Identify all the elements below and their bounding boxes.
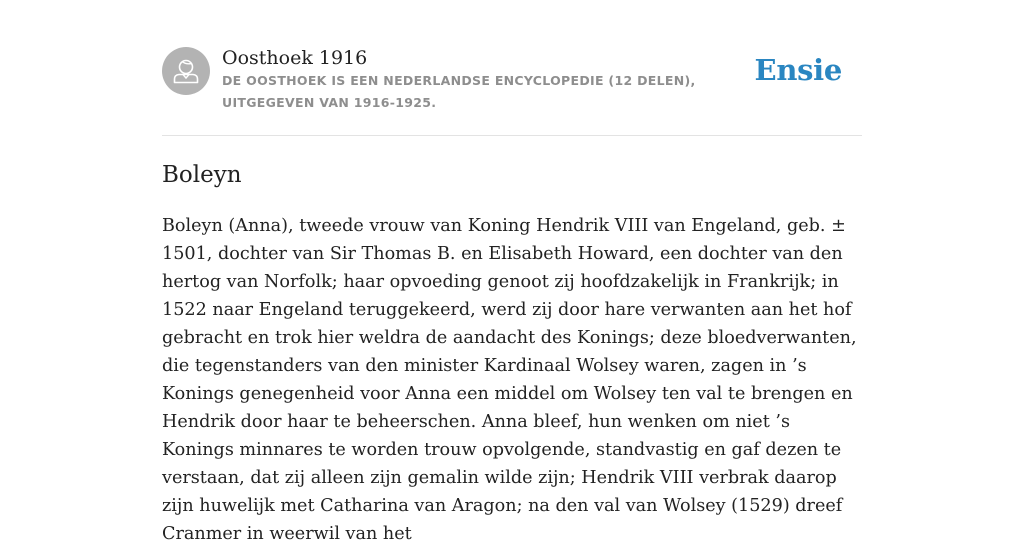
user-avatar-icon[interactable] <box>162 47 210 95</box>
source-description: DE OOSTHOEK IS EEN NEDERLANDSE ENCYCLOPEDIE (12 DELEN), UITGEGEVEN VAN 1916-1925. <box>222 73 696 110</box>
source-header <box>162 46 862 136</box>
source-title[interactable]: Oosthoek 1916 <box>222 47 368 69</box>
avatar-person-icon <box>162 47 210 95</box>
content-container <box>162 46 862 548</box>
article-body: Boleyn (Anna), tweede vrouw van Koning Hendrik VIII van Engeland, geb. ± 1501, dochter van Sir Thomas B. en Elisabeth Howard, een dochter van den hertog van Norfolk; haar opvoeding genoot zij hoofdzakelijk in Frankrijk; in 1522 naar Engeland teruggekeerd, werd zij door hare verwanten aan het hof gebracht en trok hier weldra de aandacht des Konings; deze bloedverwanten, die tegenstanders van den minister Kardinaal Wolsey waren, zagen in ’s Konings genegenheid voor Anna een middel om Wolsey ten val te brengen en Hendrik door haar te beheerschen. Anna bleef, hun wenken om niet ’s Konings minnares te worden trouw opvolgende, standvastig en gaf dezen te verstaan, dat zij alleen zijn gemalin wilde zijn; Hendrik VIII verbrak daarop zijn huwelijk met Catharina van Aragon; na den val van Wolsey (1529) dreef Cranmer in weerwil van het <box>162 216 857 544</box>
article-title: Boleyn <box>162 162 242 188</box>
ensie-logo[interactable]: Ensie <box>754 53 842 87</box>
source-info <box>222 46 762 114</box>
